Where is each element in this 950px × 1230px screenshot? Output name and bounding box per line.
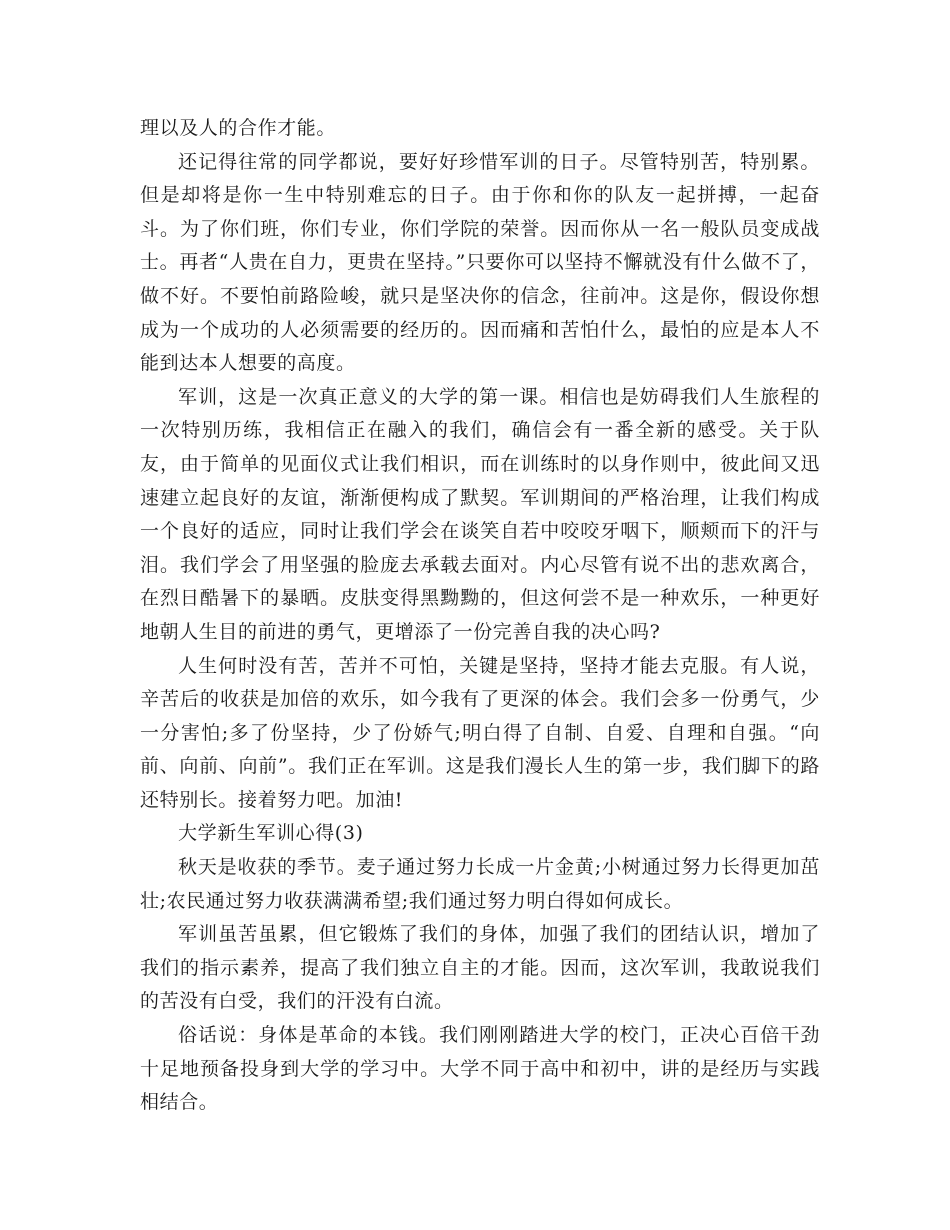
paragraph-3: 军训，这是一次真正意义的大学的第一课。相信也是妨碍我们人生旅程的一次特别历练，我相信正在融入的我们，确信会有一番全新的感受。关于队友，由于简单的见面仪式让我们相识，而在训练时的以身作则中，彼此间又迅速建立起良好的友谊，渐渐便构成了默契。军训期间的严格治理，让我们构成一个良好的适应，同时让我们学会在谈笑自若中咬咬牙咽下，顺颊而下的汗与泪。我们学会了用坚强的脸庞去承载去面对。内心尽管有说不出的悲欢离合，在烈日酷暑下的暴晒。皮肤变得黑黝黝的，但这何尝不是一种欢乐，一种更好地朝人生目的前进的勇气，更增添了一份完善自我的决心吗? bbox=[140, 385, 820, 643]
paragraph-4: 人生何时没有苦，苦并不可怕，关键是坚持，坚持才能去克服。有人说，辛苦后的收获是加倍的欢乐，如今我有了更深的体会。我们会多一份勇气，少一分害怕;多了份坚持，少了份娇气;明白得了自制、自爱、自理和自强。“向前、向前、向前”。我们正在军训。这是我们漫长人生的第一步，我们脚下的路还特别长。接着努力吧。加油! bbox=[140, 654, 820, 811]
section-heading: 大学新生军训心得(3) bbox=[178, 822, 364, 845]
paragraph-1: 理以及人的合作才能。 bbox=[140, 117, 337, 139]
paragraph-6: 军训虽苦虽累，但它锻炼了我们的身体，加强了我们的团结认识，增加了我们的指示素养，提高了我们独立自主的才能。因而，这次军训，我敢说我们的苦没有白受，我们的汗没有白流。 bbox=[140, 923, 820, 1013]
document-page bbox=[140, 112, 820, 1120]
paragraph-7: 俗话说：身体是革命的本钱。我们刚刚踏进大学的校门，正决心百倍干劲十足地预备投身到大学的学习中。大学不同于高中和初中，讲的是经历与实践相结合。 bbox=[140, 1024, 820, 1114]
paragraph-2: 还记得往常的同学都说，要好好珍惜军训的日子。尽管特别苦，特别累。但是却将是你一生中特别难忘的日子。由于你和你的队友一起拼搏，一起奋斗。为了你们班，你们专业，你们学院的荣誉。因而你从一名一般队员变成战士。再者“人贵在自力，更贵在坚持。”只要你可以坚持不懈就没有什么做不了，做不好。不要怕前路险峻，就只是坚决你的信念，往前冲。这是你，假设你想成为一个成功的人必须需要的经历的。因而痛和苦怕什么，最怕的应是本人不能到达本人想要的高度。 bbox=[140, 150, 820, 375]
paragraph-5: 秋天是收获的季节。麦子通过努力长成一片金黄;小树通过努力长得更加茁壮;农民通过努力收获满满希望;我们通过努力明白得如何成长。 bbox=[140, 856, 820, 912]
